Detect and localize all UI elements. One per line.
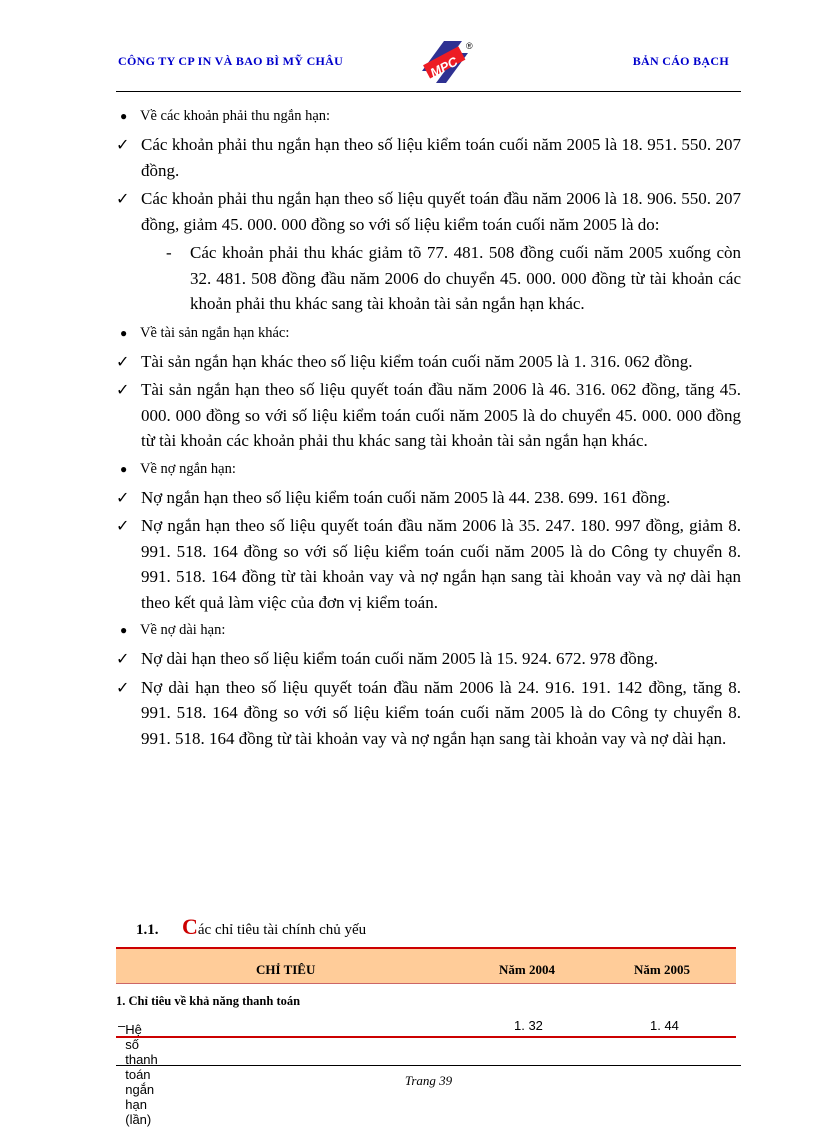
subsection-number: 1.1. — [136, 922, 159, 938]
bullet-icon: ● — [120, 623, 128, 637]
registered-mark: ® — [466, 41, 473, 51]
check-item: ✓ Nợ ngắn hạn theo số liệu kiểm toán cuối năm 2005 là 44. 238. 699. 161 đồng. — [116, 485, 741, 511]
bullet-icon: ● — [120, 109, 128, 123]
section-heading: ● Về nợ dài hạn: — [116, 618, 741, 642]
check-item: ✓ Tài sản ngắn hạn khác theo số liệu kiểm toán cuối năm 2005 là 1. 316. 062 đồng. — [116, 349, 741, 375]
bullet-icon: ● — [120, 461, 128, 476]
check-item: ✓ Tài sản ngắn hạn theo số liệu quyết toán đầu năm 2006 là 46. 316. 062 đồng, tăng 45. 000. 000 đồng so với số liệu kiểm toán cuối năm 2005 là do chuyển 45. 000. 000 đồng từ tài khoản các khoản phải thu khác sang tài khoản tài sản ngắn hạn khác. — [116, 377, 741, 454]
subsection-title: ác chỉ tiêu tài chính chủ yếu — [197, 922, 367, 938]
section-heading: ● Về các khoản phải thu ngắn hạn: — [116, 104, 741, 128]
check-item: ✓ Các khoản phải thu ngắn hạn theo số liệu kiểm toán cuối năm 2005 là 18. 951. 550. 207 đồng. — [116, 132, 741, 183]
checkmark-icon: ✓ — [116, 351, 130, 371]
check-item: ✓ Nợ dài hạn theo số liệu quyết toán đầu năm 2006 là 24. 916. 191. 142 đồng, tăng 8. 991. 518. 164 đồng so với số liệu kiểm toán cuối năm 2005 là do Công ty chuyển 8. 991. 518. 164 đồng từ tài khoản vay và nợ ngắn hạn sang tài khoản vay và nợ dài hạn. — [116, 675, 741, 752]
row-label: – Hệ số thanh toán ngắn hạn (lần) — [118, 1018, 158, 1127]
logo-text: MPC — [427, 53, 461, 81]
page-number: Trang 39 — [404, 1073, 453, 1088]
header-2004: Năm 2004 — [499, 962, 555, 977]
header-indicator: CHỈ TIÊU — [256, 962, 316, 977]
checkmark-icon: ✓ — [116, 487, 130, 507]
subsection-first-letter: C — [182, 914, 198, 939]
bullet-icon: ● — [120, 325, 128, 340]
page-footer — [116, 1065, 741, 1089]
row-value-2004: 1. 32 — [514, 1018, 543, 1033]
dash-icon: - — [166, 243, 172, 262]
checkmark-icon: ✓ — [116, 516, 130, 535]
checkmark-icon: ✓ — [116, 189, 130, 208]
checkmark-icon: ✓ — [116, 380, 130, 399]
checkmark-icon: ✓ — [116, 649, 130, 668]
mpc-logo — [418, 37, 478, 85]
page-content — [116, 104, 741, 754]
subsection-heading — [136, 914, 366, 940]
section-heading: ● Về nợ ngắn hạn: — [116, 457, 741, 481]
dash-item: - Các khoản phải thu khác giảm tõ 77. 481. 508 đồng cuối năm 2005 xuống còn 32. 481. 508 đồng đầu năm 2006 do chuyển 45. 000. 000 đồng từ tài khoản các khoản phải thu khác sang tài khoản tài sản ngắn hạn khác. — [116, 240, 741, 317]
check-item: ✓ Nợ dài hạn theo số liệu kiểm toán cuối năm 2005 là 15. 924. 672. 978 đồng. — [116, 646, 741, 672]
table-header — [116, 947, 736, 984]
company-name: CÔNG TY CP IN VÀ BAO BÌ MỸ CHÂU — [118, 54, 344, 68]
section-heading: ● Về tài sản ngắn hạn khác: — [116, 321, 741, 345]
document-title: BẢN CÁO BẠCH — [632, 54, 729, 68]
page-header — [116, 35, 741, 92]
table-group-label: 1. Chỉ tiêu về khả năng thanh toán — [116, 994, 301, 1008]
checkmark-icon: ✓ — [116, 677, 130, 697]
checkmark-icon: ✓ — [116, 135, 130, 154]
header-2005: Năm 2005 — [634, 962, 690, 977]
check-item: ✓ Các khoản phải thu ngắn hạn theo số liệu quyết toán đầu năm 2006 là 18. 906. 550. 207 đồng, giảm 45. 000. 000 đồng so với số liệu kiểm toán cuối năm 2005 là do: — [116, 186, 741, 237]
row-value-2005: 1. 44 — [650, 1018, 679, 1033]
check-item: ✓ Nợ ngắn hạn theo số liệu quyết toán đầu năm 2006 là 35. 247. 180. 997 đồng, giảm 8. 991. 518. 164 đồng so với số liệu kiểm toán cuối năm 2005 là do Công ty chuyển 8. 991. 518. 164 đồng từ tài khoản vay và nợ ngắn hạn sang tài khoản vay và nợ dài hạn theo kết quả làm việc của đơn vị kiểm toán. — [116, 513, 741, 615]
